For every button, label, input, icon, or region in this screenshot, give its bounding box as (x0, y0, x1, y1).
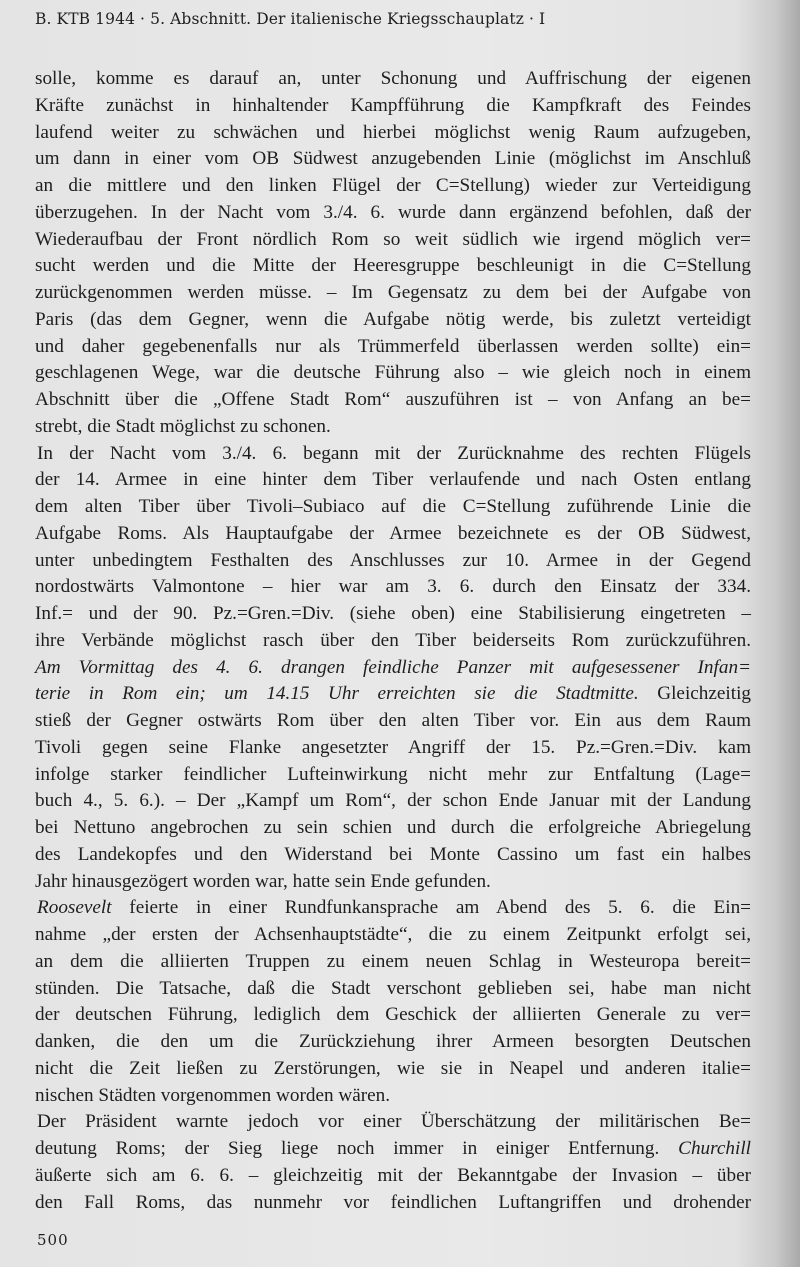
text-line (35, 521, 751, 548)
text-line (35, 227, 751, 254)
text-segment: bei Nettuno angebrochen zu sein schien und durch die erfolgreiche Abriegelung (35, 817, 751, 838)
text-line (35, 1163, 751, 1190)
text-segment: Wiederaufbau der Front nördlich Rom so weit südlich wie irgend möglich ver= (35, 228, 751, 250)
text-line (35, 842, 751, 869)
text-segment: sucht werden und die Mitte der Heeresgruppe beschleunigt in die C=Stellung (35, 255, 751, 277)
text-line (35, 280, 751, 307)
text-line (35, 467, 751, 494)
text-line (35, 1109, 751, 1136)
text-segment: an dem die alliierten Truppen zu einem neuen Schlag in Westeuropa bereit= (35, 950, 751, 972)
paragraph (35, 66, 751, 441)
text-segment: ihre Verbände möglichst rasch über den Tiber beiderseits Rom zurückzuführen. (35, 629, 751, 651)
text-segment: Der Präsident warnte jedoch vor einer Überschätzung der militärischen Be= (37, 1111, 751, 1133)
text-segment: unter unbedingtem Festhalten des Anschlusses zur 10. Armee in der Gegend (35, 549, 751, 571)
text-segment: Kräfte zunächst in hinhaltender Kampfführung die Kampfkraft des Feindes (35, 94, 751, 116)
text-line (35, 949, 751, 976)
text-segment: geschlagenen Wege, war die deutsche Führung also – wie gleich noch in einem (35, 362, 751, 384)
text-line (35, 146, 751, 173)
text-segment: nicht die Zeit ließen zu Zerstörungen, wie sie in Neapel und anderen italie= (35, 1057, 751, 1079)
text-line (35, 1002, 751, 1029)
text-segment: Gleichzeitig (638, 683, 752, 705)
paragraph (35, 441, 751, 896)
text-line (35, 681, 751, 708)
text-segment: buch 4., 5. 6.). – Der „Kampf um Rom“, der schon Ende Januar mit der Landung (35, 790, 751, 812)
text-segment: Jahr hinausgezögert worden war, hatte sein Ende gefunden. (35, 870, 491, 892)
italic-text: terie in Rom ein; um 14.15 Uhr erreichten sie die Stadtmitte. (35, 683, 639, 705)
text-line (35, 494, 751, 521)
text-line (35, 66, 751, 93)
text-line (35, 735, 751, 762)
text-segment: feierte in einer Rundfunkansprache am Abend des 5. 6. die Ein= (111, 897, 751, 919)
italic-text: Roosevelt (37, 897, 112, 919)
text-segment: Abschnitt über die „Offene Stadt Rom“ auszuführen ist – von Anfang an be= (35, 389, 751, 410)
text-line (35, 307, 751, 334)
text-segment: der deutschen Führung, lediglich dem Geschick der alliierten Generale zu ver= (35, 1004, 751, 1026)
text-line (35, 387, 751, 414)
text-line (35, 895, 751, 922)
text-segment: an die mittlere und den linken Flügel der C=Stellung) wieder zur Verteidigung (35, 175, 751, 196)
text-segment: In der Nacht vom 3./4. 6. begann mit der Zurücknahme des rechten Flügels (37, 442, 751, 464)
text-segment: stünden. Die Tatsache, daß die Stadt verschont geblieben sei, habe man nicht (35, 977, 751, 999)
text-line (35, 173, 751, 200)
text-segment: äußerte sich am 6. 6. – gleichzeitig mit der Bekanntgabe der Invasion – über (35, 1164, 751, 1186)
text-segment: infolge starker feindlicher Lufteinwirkung nicht mehr zur Entfaltung (Lage= (35, 763, 751, 785)
text-segment: des Landekopfes und den Widerstand bei Monte Cassino um fast ein halbes (35, 843, 751, 865)
text-line (35, 1029, 751, 1056)
text-segment: nahme „der ersten der Achsenhauptstädte“, die zu einem Zeitpunkt erfolgt sei, (35, 924, 751, 945)
text-segment: zurückgenommen werden müsse. – Im Gegensatz zu dem bei der Aufgabe von (35, 282, 751, 303)
text-segment: nischen Städten vorgenommen worden wären. (35, 1084, 391, 1106)
text-line (35, 120, 751, 147)
page-number: 500 (37, 1231, 69, 1249)
text-segment: nordostwärts Valmontone – hier war am 3. 6. durch den Einsatz der 334. (35, 576, 751, 598)
text-line (35, 548, 751, 575)
text-line (35, 762, 751, 789)
text-line (35, 655, 751, 682)
text-line (35, 1083, 751, 1110)
text-segment: um dann in einer vom OB Südwest anzugebenden Linie (möglichst im Anschluß (35, 148, 751, 170)
text-segment: stieß der Gegner ostwärts Rom über den alten Tiber vor. Ein aus dem Raum (35, 710, 751, 731)
text-line (35, 708, 751, 735)
text-segment: Tivoli gegen seine Flanke angesetzter Angriff der 15. Pz.=Gren.=Div. kam (35, 736, 751, 758)
text-line (35, 360, 751, 387)
text-segment: Aufgabe Roms. Als Hauptaufgabe der Armee bezeichnete es der OB Südwest, (35, 522, 751, 544)
paragraph (35, 1109, 751, 1216)
text-line (35, 200, 751, 227)
text-line (35, 1190, 751, 1217)
text-segment: deutung Roms; der Sieg liege noch immer in einiger Entfernung. (35, 1138, 679, 1159)
text-segment: der 14. Armee in eine hinter dem Tiber verlaufende und nach Osten entlang (35, 469, 751, 491)
text-line (35, 441, 751, 468)
text-segment: strebt, die Stadt möglichst zu schonen. (35, 415, 331, 437)
body-text (35, 66, 751, 1216)
text-line (35, 93, 751, 120)
running-head: B. KTB 1944 · 5. Abschnitt. Der italienische Kriegsschauplatz · I (35, 10, 546, 28)
text-segment: überzugehen. In der Nacht vom 3./4. 6. wurde dann ergänzend befohlen, daß der (35, 201, 751, 223)
text-line (35, 628, 751, 655)
text-line (35, 1056, 751, 1083)
text-line (35, 1136, 751, 1163)
text-line (35, 922, 751, 949)
text-segment: dem alten Tiber über Tivoli–Subiaco auf die C=Stellung zuführende Linie die (35, 496, 751, 517)
text-segment: Paris (das dem Gegner, wenn die Aufgabe nötig werde, bis zuletzt verteidigt (35, 308, 751, 330)
italic-text: Am Vormittag des 4. 6. drangen feindliche Panzer mit aufgesessener Infan= (35, 656, 751, 678)
text-segment: und daher gegebenenfalls nur als Trümmerfeld überlassen werden sollte) ein= (35, 335, 751, 357)
text-segment: den Fall Roms, das nunmehr vor feindlichen Luftangriffen und drohender (35, 1191, 751, 1213)
text-segment: laufend weiter zu schwächen und hierbei möglichst wenig Raum aufzugeben, (35, 121, 751, 143)
text-line (35, 869, 751, 896)
text-line (35, 788, 751, 815)
paragraph (35, 895, 751, 1109)
text-line (35, 815, 751, 842)
text-line (35, 253, 751, 280)
text-line (35, 976, 751, 1003)
text-segment: Inf.= und der 90. Pz.=Gren.=Div. (siehe oben) eine Stabilisierung eingetreten – (35, 603, 751, 624)
text-line (35, 414, 751, 441)
text-segment: solle, komme es darauf an, unter Schonung und Auffrischung der eigenen (35, 68, 751, 89)
italic-text: Churchill (678, 1138, 751, 1159)
text-line (35, 601, 751, 628)
text-line (35, 574, 751, 601)
text-segment: danken, die den um die Zurückziehung ihrer Armeen besorgten Deutschen (35, 1031, 751, 1052)
text-line (35, 334, 751, 361)
